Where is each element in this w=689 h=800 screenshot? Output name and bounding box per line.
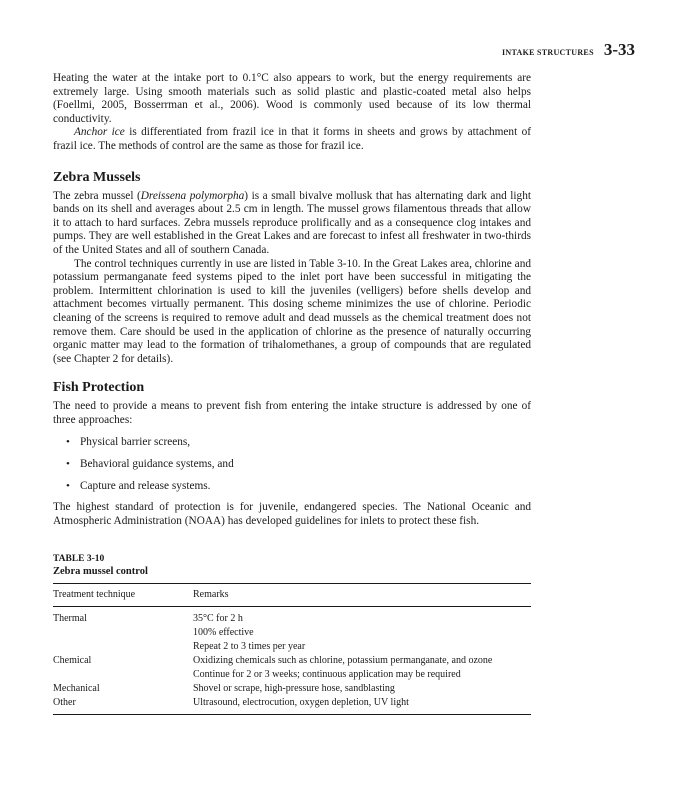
remark-line: Repeat 2 to 3 times per year — [193, 641, 306, 653]
fish-paragraph-2: The highest standard of protection is for juvenile, endangered species. The National Oceanic and Atmospheric Administration (NOAA) has developed guidelines for inlets to protect these fish. — [53, 501, 531, 527]
list-item-text: Behavioral guidance systems, and — [80, 458, 234, 471]
bullet-icon: • — [66, 479, 70, 492]
table-caption: Zebra mussel control — [53, 566, 148, 578]
table-row — [53, 654, 531, 682]
list-item — [53, 436, 531, 450]
table-header-row — [53, 584, 531, 607]
table-row — [53, 696, 531, 715]
zebra-paragraph-1 — [53, 190, 531, 258]
remark-line: Oxidizing chemicals such as chlorine, potassium permanganate, and ozone — [193, 655, 493, 667]
page-number: 3-33 — [603, 40, 635, 59]
technique-cell: Mechanical — [53, 683, 100, 695]
bullet-icon: • — [66, 436, 70, 449]
zebra-paragraph-2: The control techniques currently in use are listed in Table 3-10. In the Great Lakes area, chlorine and potassium permanganate feed systems piped to the inlet port have been successful in mitigating the problem. Intermittent chlorination is used to kill the juveniles (velligers) before shells develop and attachment becomes virtually permanent. This dosing scheme minimizes the use of chlorine. Periodic cleaning of the screens is required to remove adult and dead mussels as the chemical treatment does not remove them. Care should be used in the application of chlorine as the presence of naturally occurring organic matter may lead to the formation of trihalomethanes, a group of compounds that are regulated (see Chapter 2 for details). — [53, 257, 531, 365]
species-name: Dreissena polymorpha — [140, 189, 245, 202]
intro-paragraph-2 — [53, 126, 531, 153]
zebra-mussels-heading: Zebra Mussels — [53, 169, 141, 185]
table-label: TABLE 3-10 — [53, 554, 105, 565]
remark-line: 35°C for 2 h — [193, 613, 243, 625]
remark-line: Ultrasound, electrocution, oxygen depletion, UV light — [193, 697, 409, 709]
anchor-ice-term: Anchor ice — [74, 126, 125, 139]
remark-line: 100% effective — [193, 627, 254, 639]
remarks-cell — [193, 607, 531, 655]
running-head-section: INTAKE STRUCTURES — [501, 48, 594, 57]
fish-protection-heading: Fish Protection — [53, 380, 145, 396]
technique-cell: Other — [53, 696, 193, 715]
table-3-10 — [53, 554, 531, 715]
fish-paragraph-1: The need to provide a means to prevent fish from entering the intake structure is addressed by one of three approaches: — [53, 400, 531, 426]
body-text — [53, 72, 531, 715]
running-head — [502, 40, 635, 60]
bullet-icon: • — [66, 458, 70, 471]
remarks-cell — [193, 654, 531, 682]
table-row — [53, 682, 531, 696]
intro-paragraph-2-text: is differentiated from frazil ice in that it forms in sheets and grows by attachment of frazil ice. The methods of control are the same as those for frazil ice. — [53, 126, 531, 152]
remarks-cell — [193, 682, 531, 696]
list-item-text: Capture and release systems. — [80, 479, 211, 492]
zebra-p1-start: The zebra mussel ( — [53, 189, 141, 202]
intro-paragraph-1: Heating the water at the intake port to 0.1°C also appears to work, but the energy requirements are extremely large. Using smooth materials such as solid plastic and plastic-coated metal also helps (Foellmi, 2005, Bosserrman et al., 2006). Wood is commonly used because of its low thermal conductivity. — [53, 72, 531, 125]
remark-line: Continue for 2 or 3 weeks; continuous application may be required — [193, 669, 461, 681]
zebra-p1-end: ) is a small bivalve mollusk that has alternating dark and light bands on its shell and averages about 2.5 cm in length. The mussel grows filamentous threads that allow it to attach to hard surfaces. Zebra mussels reproduce prolifically and as a consequence clog intakes and pumps. They are well established in the Great Lakes and are forecast to infest all freshwater in two-thirds of the United States and all of southern Canada. — [53, 189, 531, 256]
remark-line: Shovel or scrape, high-pressure hose, sandblasting — [193, 683, 395, 695]
column-header-remarks: Remarks — [193, 584, 531, 607]
approaches-list — [53, 436, 531, 493]
remarks-cell — [193, 696, 531, 715]
list-item — [53, 458, 531, 472]
table-row — [53, 607, 531, 655]
list-item — [53, 480, 531, 494]
technique-cell: Thermal — [53, 613, 87, 625]
list-item-text: Physical barrier screens, — [80, 436, 191, 449]
zebra-control-table — [53, 583, 531, 715]
column-header-technique: Treatment technique — [53, 584, 193, 607]
technique-cell: Chemical — [53, 655, 92, 667]
